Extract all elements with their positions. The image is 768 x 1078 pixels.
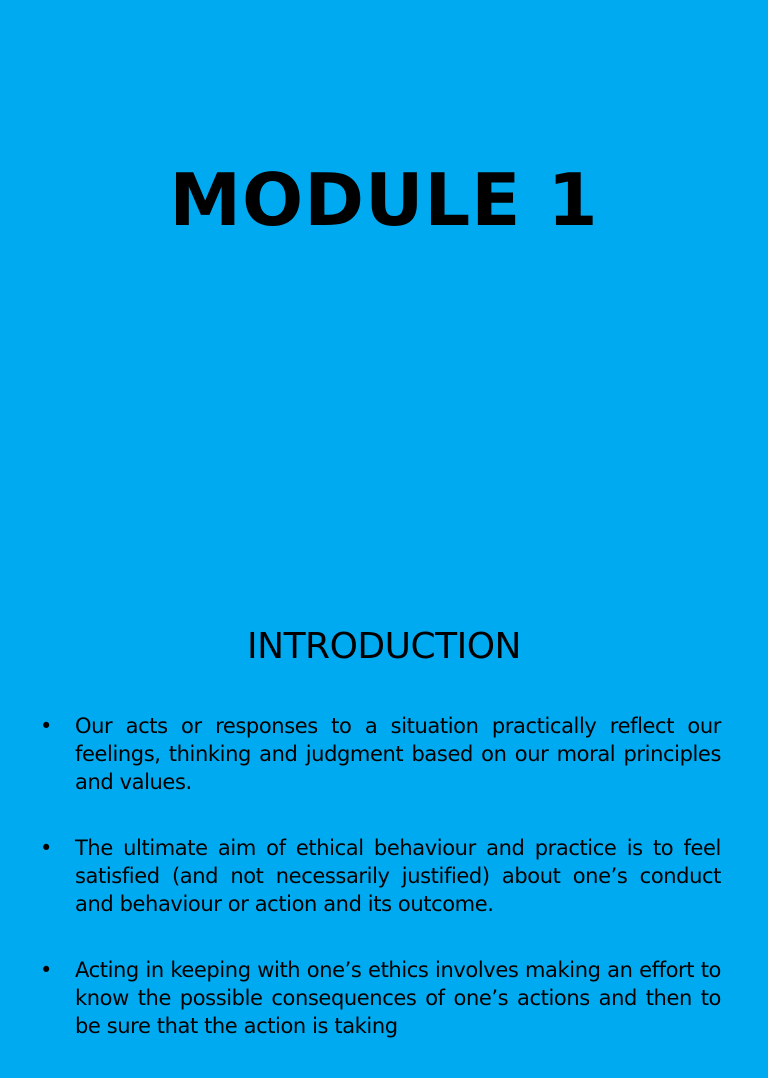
bullet-item xyxy=(0,834,768,918)
bullet-text: Acting in keeping with one’s ethics involves making an effort to know the possible consequences of one’s actions and then to be sure that the action is taking xyxy=(75,958,721,1038)
bullet-point-icon: • xyxy=(40,836,52,860)
bullet-list xyxy=(0,712,768,1078)
introduction-heading: INTRODUCTION xyxy=(247,626,521,667)
bullet-text: The ultimate aim of ethical behaviour and practice is to feel satisfied (and not necessarily justified) about one’s conduct and behaviour or action and its outcome. xyxy=(75,836,721,916)
bullet-point-icon: • xyxy=(40,714,52,738)
bullet-item xyxy=(0,712,768,796)
module-title: MODULE 1 xyxy=(169,158,599,242)
introduction-slide xyxy=(0,576,768,1038)
bullet-item xyxy=(0,956,768,1040)
bullet-point-icon: • xyxy=(40,958,52,982)
bullet-text: Our acts or responses to a situation practically reflect our feelings, thinking and judgment based on our moral principles and values. xyxy=(75,714,721,794)
